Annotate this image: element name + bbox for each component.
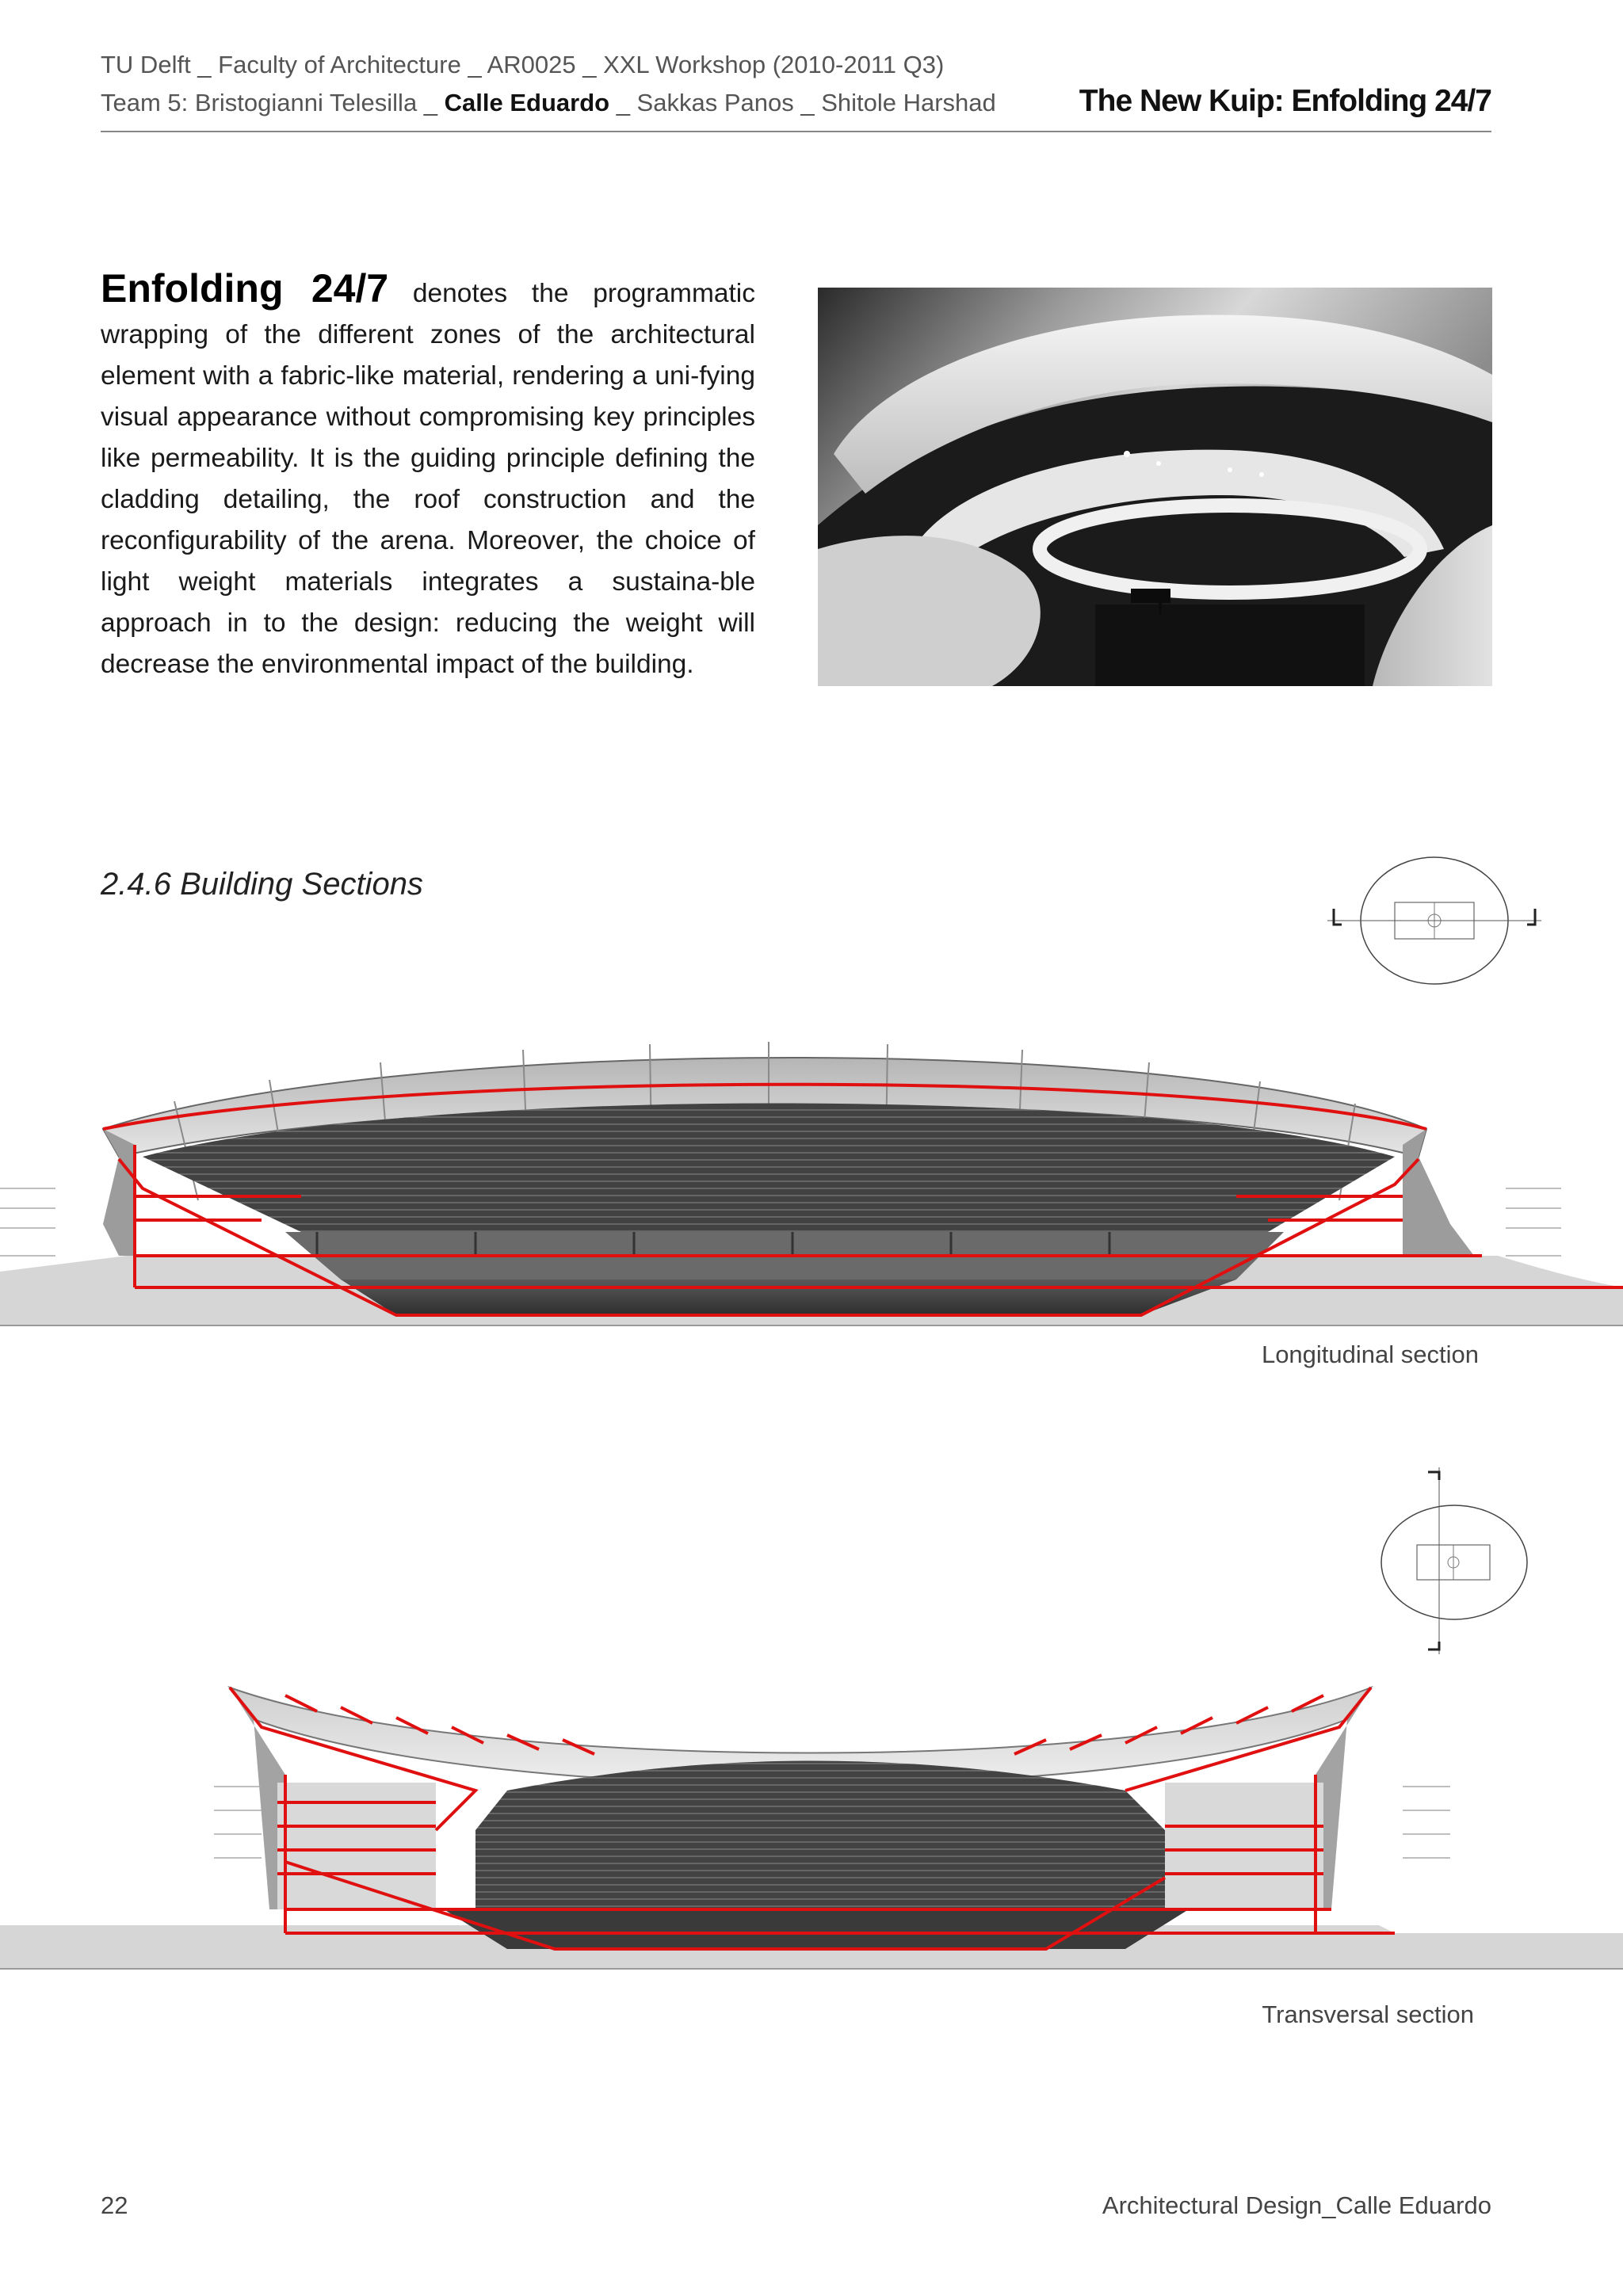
fabric-interior-photo [818, 288, 1492, 686]
intro-lead: Enfolding 24/7 [101, 266, 389, 311]
team-prefix: Team 5: Bristogianni Telesilla _ [101, 89, 445, 116]
key-plan-transversal [1371, 1467, 1537, 1654]
footer-author: Architectural Design_Calle Eduardo [1102, 2191, 1491, 2219]
section-heading: 2.4.6 Building Sections [101, 867, 423, 902]
intro-body: denotes the programmatic wrapping of the different zones of the architectural element with a fabric-like material, rendering a uni-fying visual appearance without compromising key principles like permeability. It is the guiding principle defining the cladding detailing, the roof construction and the reconfigurability of the arena. Moreover, the choice of light weight materials integrates a sustaina-ble approach in to the design: reducing the weight will decrease the environmental impact of the building. [101, 279, 755, 679]
transversal-section-drawing [0, 1672, 1623, 1997]
document-title: The New Kuip: Enfolding 24/7 [1079, 84, 1491, 118]
header-divider [101, 131, 1491, 132]
team-suffix: _ Sakkas Panos _ Shitole Harshad [609, 89, 996, 116]
page-number: 22 [101, 2191, 128, 2219]
header-course-info: TU Delft _ Faculty of Architecture _ AR0025 _ XXL Workshop (2010-2011 Q3) [101, 51, 945, 78]
longitudinal-section-drawing [0, 1018, 1623, 1335]
longitudinal-caption: Longitudinal section [1261, 1341, 1479, 1368]
header-team-info [101, 89, 996, 117]
team-highlight-name: Calle Eduardo [444, 89, 610, 116]
intro-paragraph [101, 268, 755, 685]
key-plan-longitudinal [1327, 852, 1541, 990]
transversal-caption: Transversal section [1262, 2000, 1474, 2028]
